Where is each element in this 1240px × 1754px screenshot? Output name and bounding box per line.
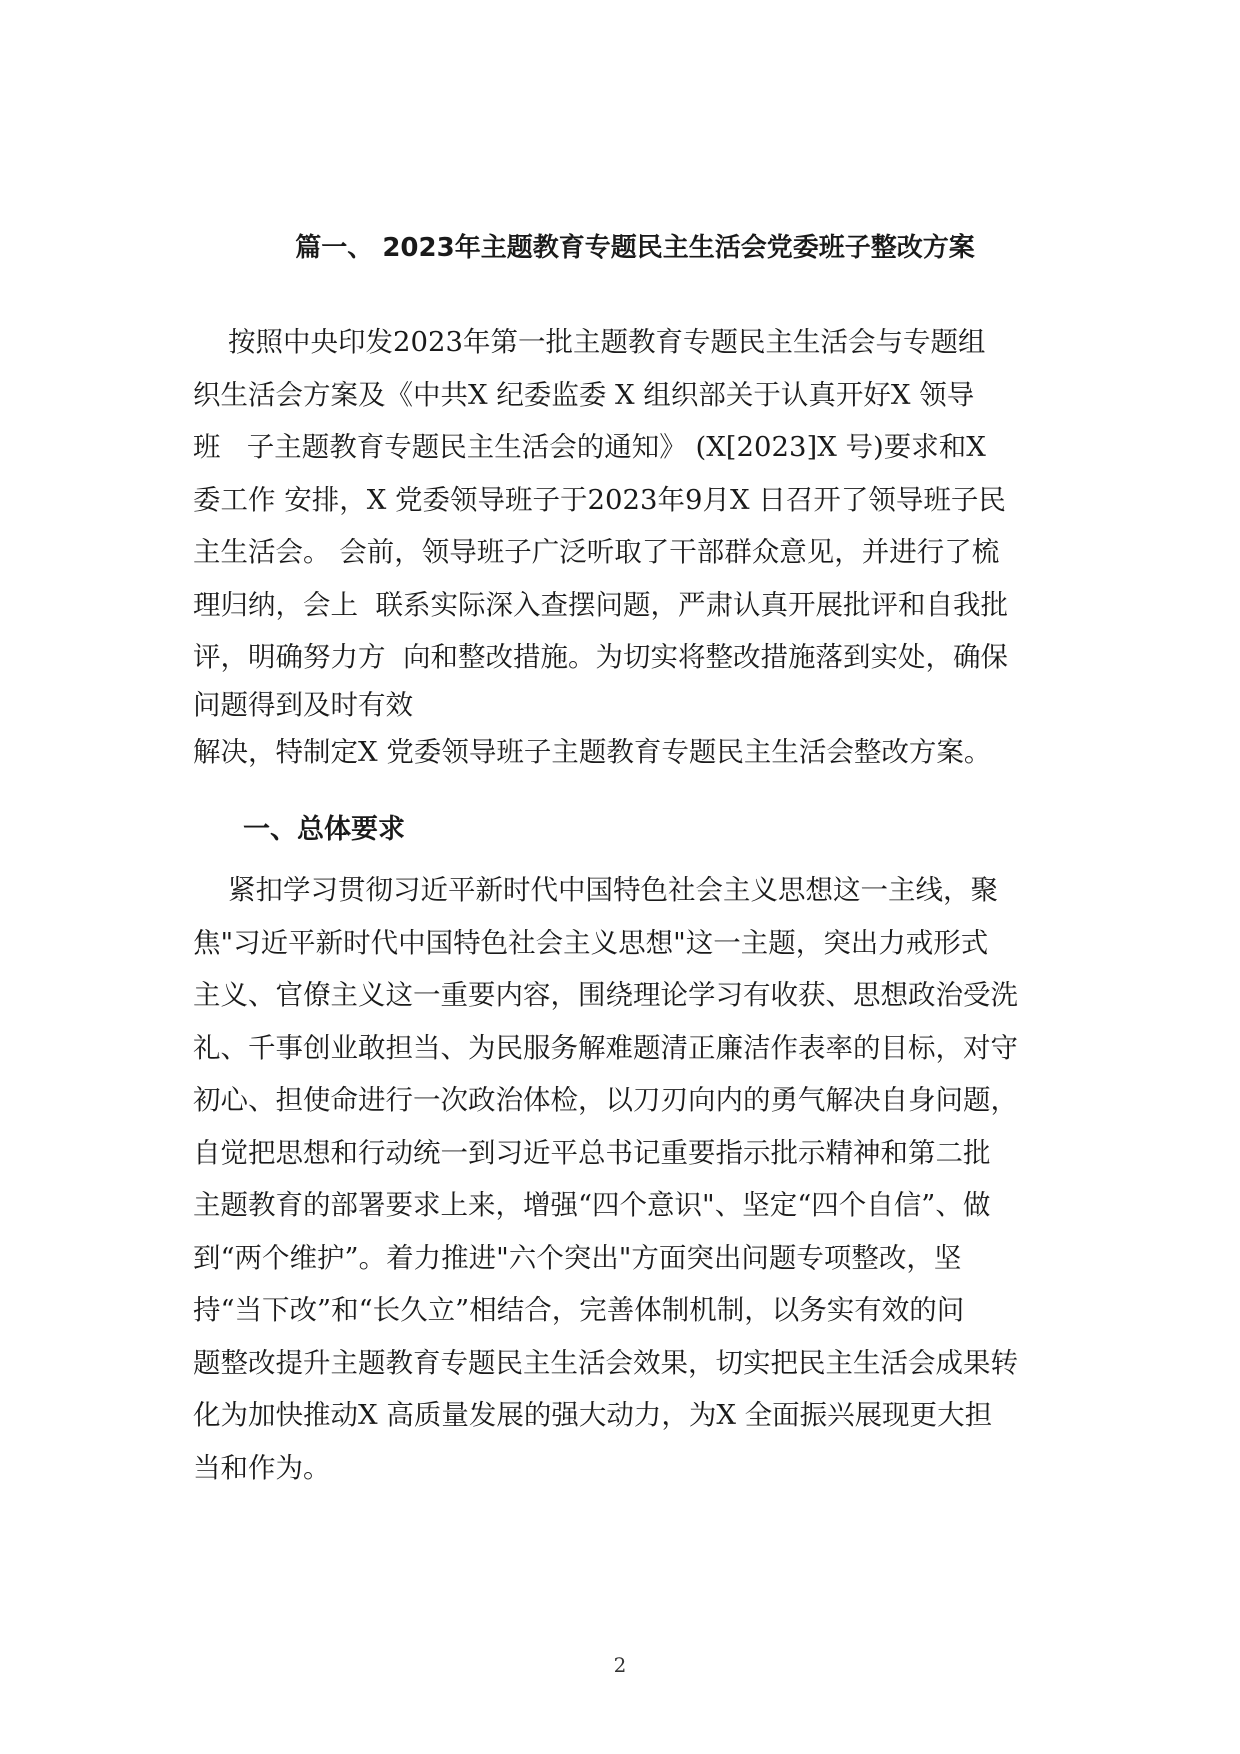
- text-line: 主题教育的部署要求上来，增强“四个意识"、坚定“四个自信”、做: [193, 1189, 991, 1221]
- text-line: 主生活会。 会前，领导班子广泛听取了干部群众意见，并进行了梳: [193, 536, 1000, 568]
- section-1-paragraph: [193, 864, 1053, 1494]
- text-line: 理归纳，会上 联系实际深入查摆问题，严肃认真开展批评和自我批: [193, 588, 1008, 621]
- text-line: 自觉把思想和行动统一到习近平总书记重要指示批示精神和第二批: [193, 1136, 991, 1169]
- text-line: 问题得到及时有效: [193, 688, 413, 721]
- text-line: 评，明确努力方 向和整改措施。为切实将整改措施落到实处，确保: [193, 641, 1008, 673]
- text-line: 按照中央印发2023年第一批主题教育专题民主生活会与专题组: [193, 326, 986, 358]
- text-line: 礼、千事创业敢担当、为民服务解难题清正廉洁作表率的目标，对守: [193, 1031, 1018, 1064]
- text-line: 当和作为。: [193, 1451, 331, 1484]
- text-line: 到“两个维护”。着力推进"六个突出"方面突出问题专项整改，坚: [193, 1241, 962, 1274]
- text-line: 班 子主题教育专题民主生活会的通知》 (X[2023]X 号)要求和X: [193, 431, 986, 463]
- text-line: 题整改提升主题教育专题民主生活会效果，切实把民主生活会成果转: [193, 1346, 1018, 1379]
- document-title: 篇一、 2023年主题教育专题民主生活会党委班子整改方案: [295, 233, 975, 263]
- text-line: 初心、担使命进行一次政治体检，以刀刃向内的勇气解决自身问题，: [193, 1084, 1018, 1116]
- text-line: 持“当下改”和“长久立”相结合，完善体制机制，以务实有效的问: [193, 1294, 965, 1326]
- text-line: 解决，特制定X 党委领导班子主题教育专题民主生活会整改方案。: [193, 735, 992, 768]
- page-number: 2: [613, 1653, 627, 1677]
- section-heading: 一、总体要求: [243, 814, 405, 845]
- intro-paragraph: [193, 316, 1053, 778]
- text-line: 焦"习近平新时代中国特色社会主义思想"这一主题，突出力戒形式: [193, 926, 989, 959]
- text-line: 紧扣学习贯彻习近平新时代中国特色社会主义思想这一主线，聚: [193, 874, 998, 906]
- text-line: 委工作 安排，X 党委领导班子于2023年9月X 日召开了领导班子民: [193, 483, 1006, 516]
- text-line: 化为加快推动X 高质量发展的强大动力，为X 全面振兴展现更大担: [193, 1399, 993, 1431]
- text-line: 主义、官僚主义这一重要内容，围绕理论学习有收获、思想政治受洗: [193, 979, 1018, 1011]
- text-line: 织生活会方案及《中共X 纪委监委 X 组织部关于认真开好X 领导: [193, 378, 975, 411]
